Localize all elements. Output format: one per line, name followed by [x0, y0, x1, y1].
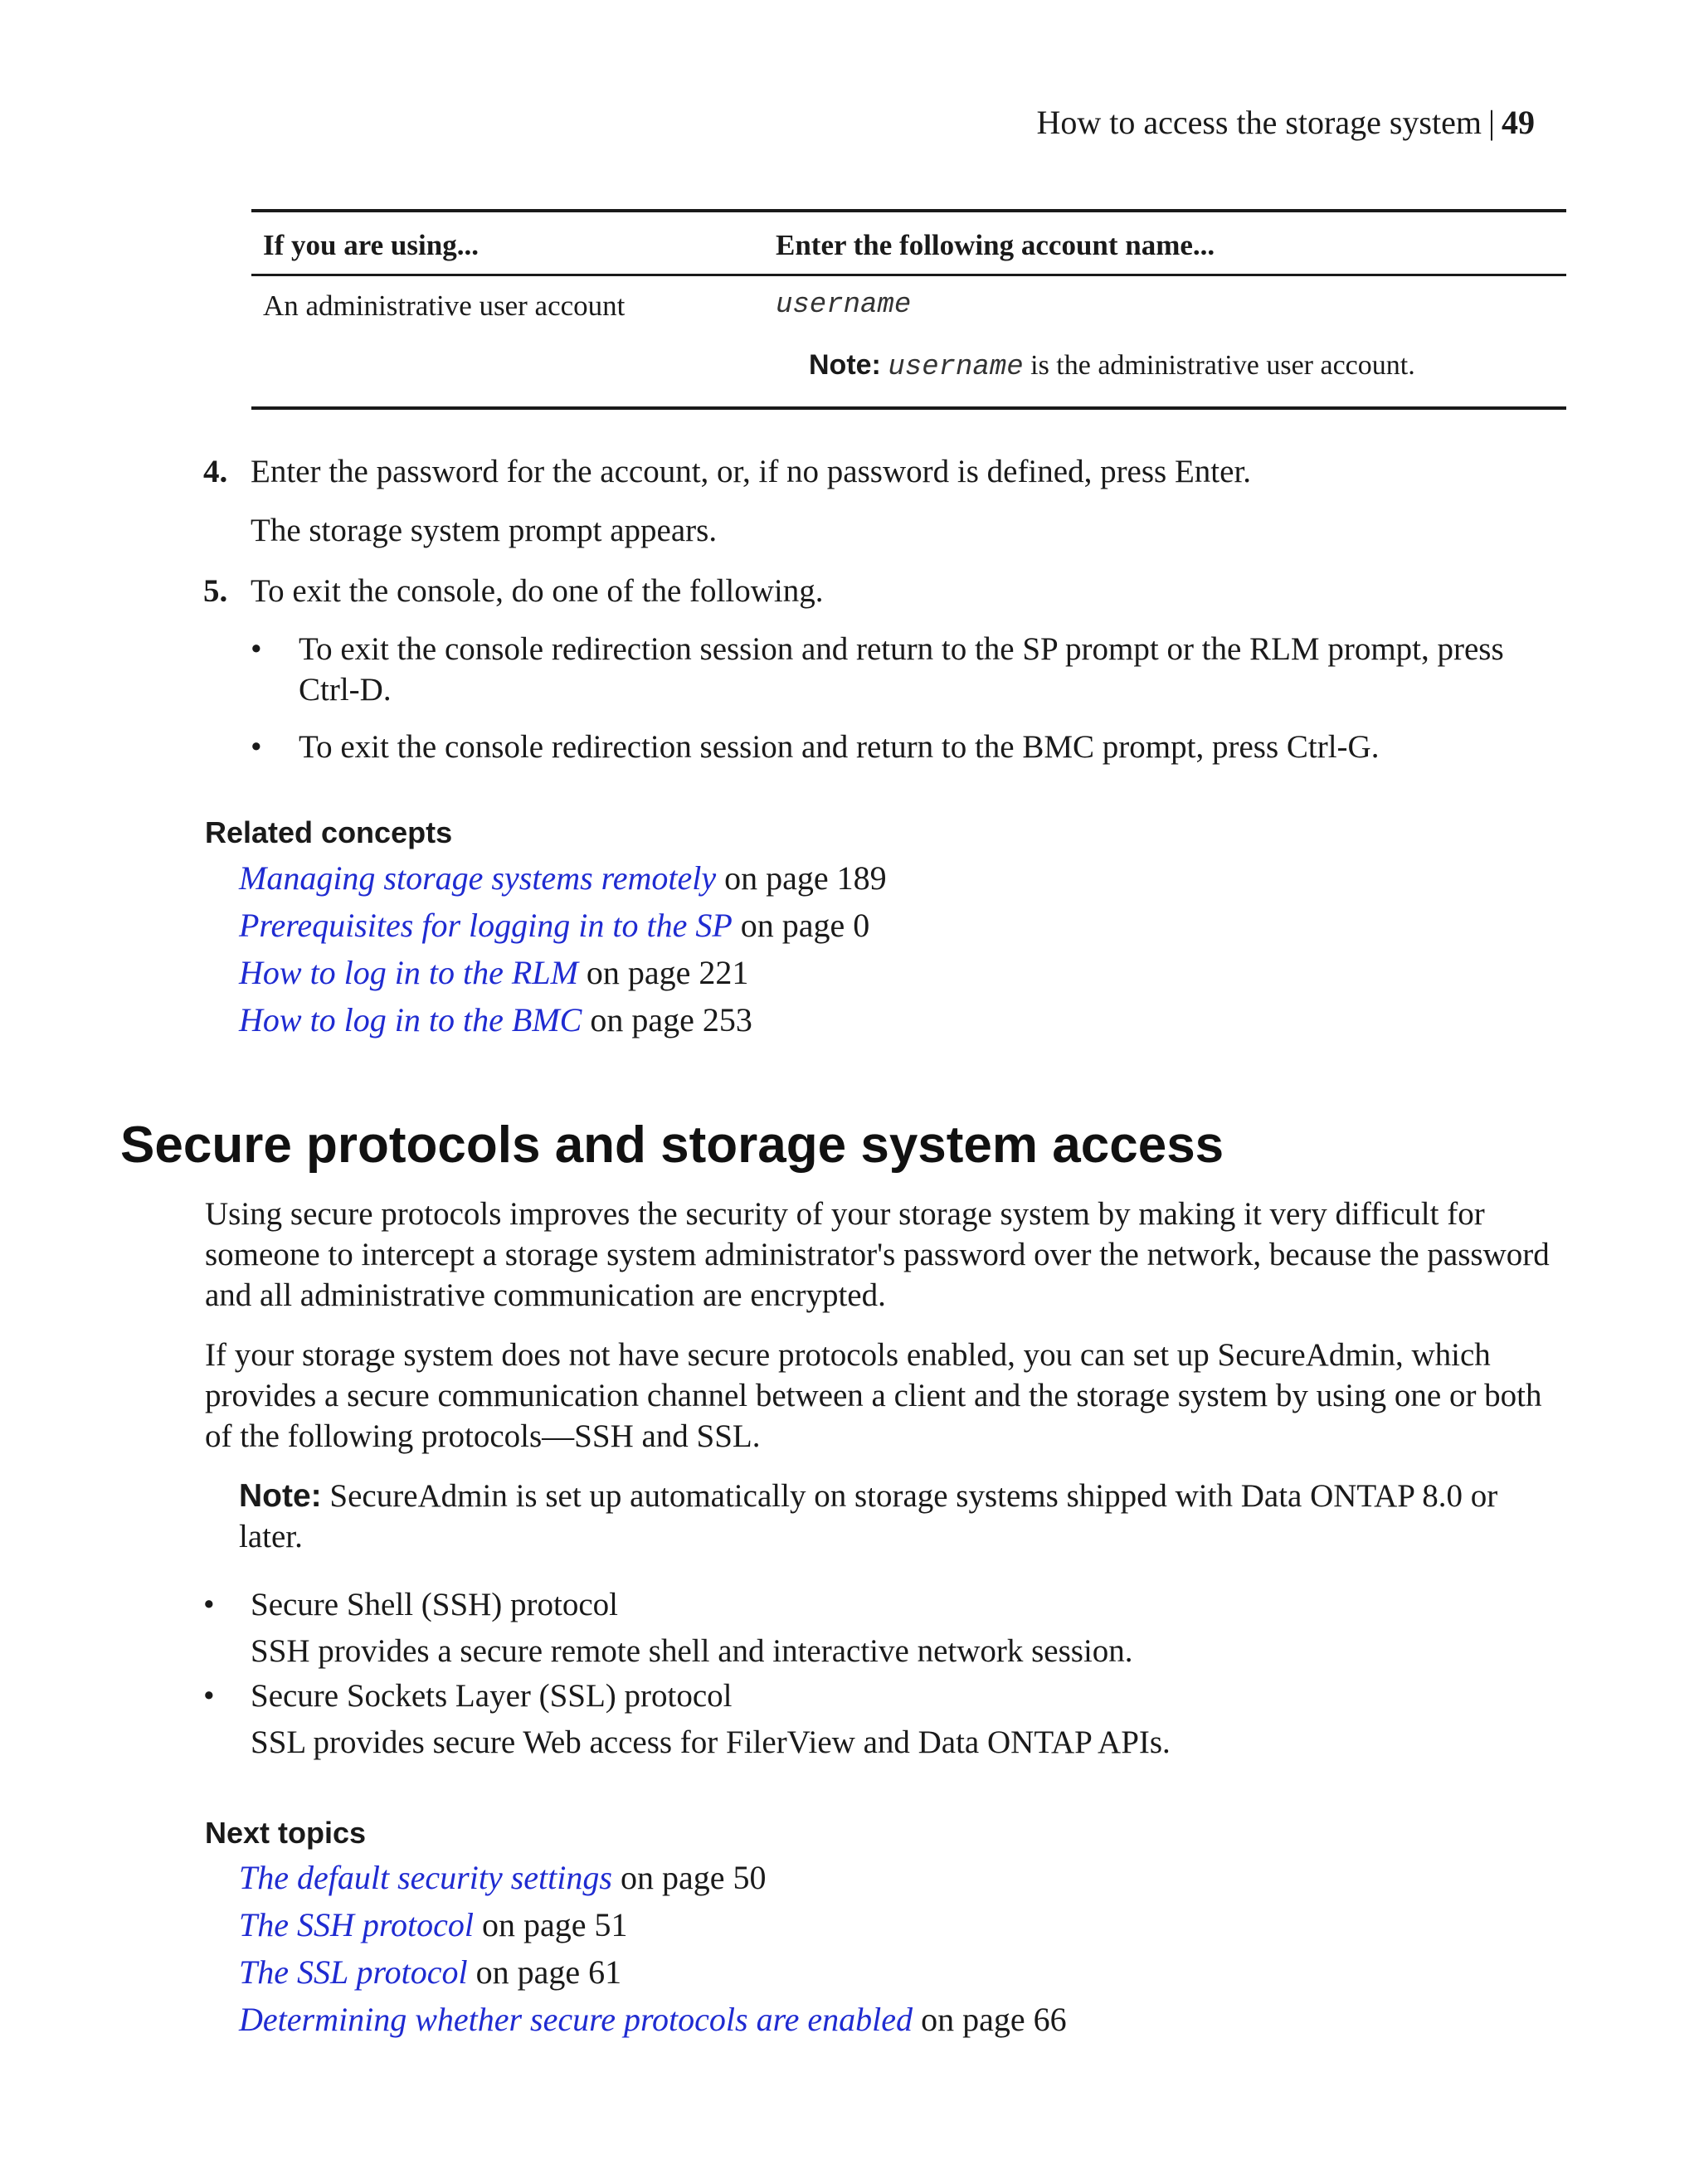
step-result: The storage system prompt appears. — [251, 512, 718, 548]
bullet-icon: • — [251, 728, 262, 765]
list-item — [251, 630, 1564, 711]
related-concepts-heading: Related concepts — [205, 815, 453, 849]
link-page-ref: on page 221 — [577, 954, 749, 991]
list-item — [203, 1676, 1564, 1763]
list-item — [239, 902, 887, 949]
note-label: Note: — [809, 349, 881, 381]
table-note — [809, 346, 1556, 388]
page-header — [1036, 103, 1535, 143]
section-title: Secure protocols and storage system access — [120, 1116, 1224, 1174]
protocol-item — [251, 1676, 1171, 1763]
protocol-description: SSH provides a secure remote shell and interactive network session. — [251, 1633, 1133, 1669]
protocol-list-container — [203, 1584, 1564, 1767]
link-page-ref: on page 0 — [732, 907, 870, 944]
link-page-ref: on page 50 — [611, 1859, 767, 1896]
note-text: SecureAdmin is set up automatically on storage systems shipped with Data ONTAP 8.0 or later. — [239, 1478, 1498, 1554]
table-header-account-name: Enter the following account name... — [776, 211, 1566, 275]
step-4 — [203, 452, 1564, 552]
note-text: is the administrative user account. — [1023, 350, 1415, 381]
list-item — [239, 1996, 1067, 2043]
protocol-name: Secure Shell (SSH) protocol — [251, 1587, 619, 1622]
table-cell-account-name — [776, 275, 1566, 408]
next-topics-links — [239, 1854, 1067, 2043]
link-managing-storage-systems-remotely[interactable]: Managing storage systems remotely — [239, 859, 717, 897]
bullet-icon: • — [251, 631, 262, 668]
link-page-ref: on page 61 — [467, 1953, 622, 1991]
table-row — [251, 275, 1566, 408]
protocol-description: SSL provides secure Web access for FilerView and Data ONTAP APIs. — [251, 1724, 1171, 1760]
list-item — [203, 1584, 1564, 1672]
related-concepts-links — [239, 854, 887, 1043]
note-label: Note: — [239, 1478, 322, 1514]
table-header-using: If you are using... — [251, 211, 776, 275]
list-item — [239, 854, 887, 902]
link-ssl-protocol[interactable]: The SSL protocol — [239, 1953, 468, 1991]
note — [239, 1476, 1565, 1557]
link-page-ref: on page 253 — [582, 1001, 752, 1038]
username-code: username — [776, 289, 912, 321]
account-name-table — [251, 209, 1566, 410]
link-log-in-rlm[interactable]: How to log in to the RLM — [239, 954, 578, 991]
link-default-security-settings[interactable]: The default security settings — [239, 1859, 612, 1896]
link-page-ref: on page 189 — [716, 859, 887, 897]
list-item — [239, 1948, 1067, 1996]
table-header-row — [251, 211, 1566, 275]
link-ssh-protocol[interactable]: The SSH protocol — [239, 1906, 474, 1943]
step-5 — [203, 572, 1564, 785]
list-item — [251, 727, 1564, 768]
protocol-list — [203, 1584, 1564, 1763]
bullet-icon: • — [203, 1587, 215, 1622]
table-cell-account-type: An administrative user account — [251, 275, 776, 408]
link-page-ref: on page 51 — [473, 1906, 628, 1943]
next-topics-heading: Next topics — [205, 1816, 367, 1850]
paragraph: If your storage system does not have secure protocols enabled, you can set up SecureAdmin, which provides a secure communication channel between a client and the storage system by using one or both of the following protocols—SSH and SSL. — [205, 1337, 1542, 1454]
step-body — [251, 572, 1564, 785]
step-body — [251, 452, 1564, 552]
procedure-steps — [203, 452, 1564, 805]
section-body — [205, 1194, 1565, 1590]
link-prerequisites-sp[interactable]: Prerequisites for logging in to the SP — [239, 907, 733, 944]
page-number: 49 — [1502, 104, 1535, 141]
header-title: How to access the storage system — [1036, 104, 1482, 141]
list-item — [239, 996, 887, 1043]
link-page-ref: on page 66 — [913, 2001, 1067, 2038]
bullet-icon: • — [203, 1678, 215, 1714]
list-item-text: To exit the console redirection session and return to the BMC prompt, press Ctrl-G. — [299, 728, 1380, 765]
protocol-name: Secure Sockets Layer (SSL) protocol — [251, 1678, 733, 1714]
step-number: 5. — [203, 572, 228, 609]
header-separator: | — [1487, 104, 1495, 141]
list-item — [239, 949, 887, 996]
step-number: 4. — [203, 454, 228, 489]
paragraph: Using secure protocols improves the security of your storage system by making it very difficult for someone to intercept a storage system administrator's password over the network, because the password and all administrative communication are encrypted. — [205, 1196, 1550, 1313]
step-text: To exit the console, do one of the following. — [251, 572, 824, 609]
list-item — [239, 1854, 1067, 1901]
list-item — [239, 1901, 1067, 1948]
note-code: username — [888, 352, 1024, 383]
link-log-in-bmc[interactable]: How to log in to the BMC — [239, 1001, 582, 1038]
step-options-list — [251, 630, 1564, 767]
step-text: Enter the password for the account, or, if no password is defined, press Enter. — [251, 454, 1252, 489]
link-determining-secure-protocols[interactable]: Determining whether secure protocols are enabled — [239, 2001, 913, 2038]
list-item-text: To exit the console redirection session and return to the SP prompt or the RLM prompt, press Ctrl-D. — [299, 631, 1504, 708]
protocol-item — [251, 1584, 1133, 1672]
